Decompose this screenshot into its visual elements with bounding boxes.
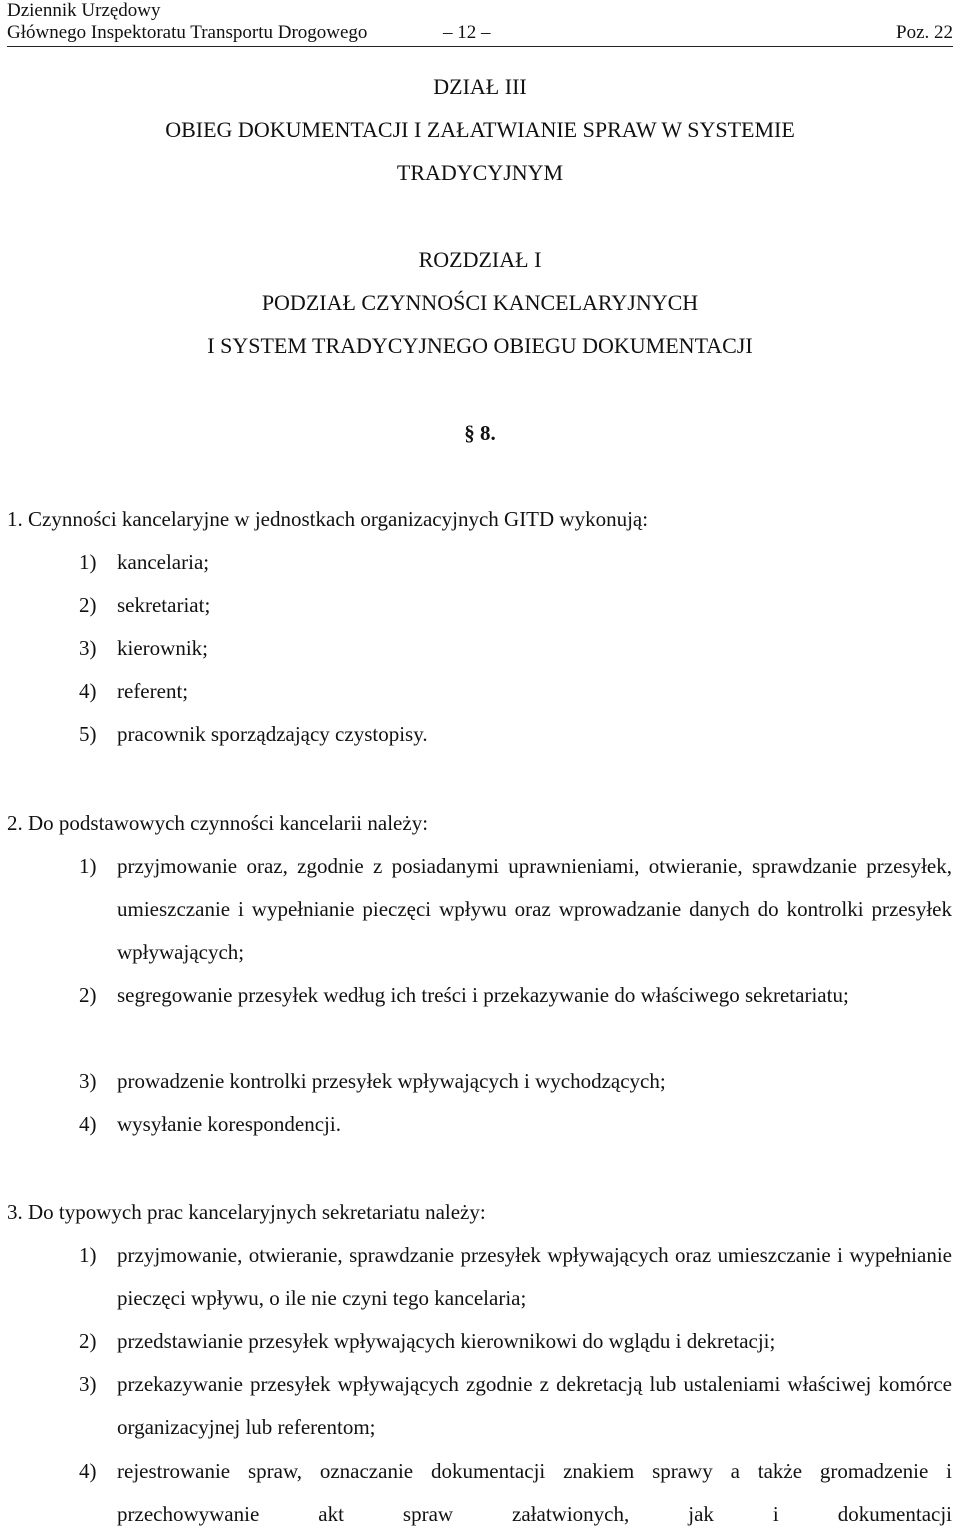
item-text: segregowanie przesyłek według ich treści i przekazywanie do właściwego sekretariatu; [117,983,849,1007]
division-label: DZIAŁ III [433,74,527,99]
item-text: przyjmowanie, otwieranie, sprawdzanie przesyłek wpływających oraz umieszczanie i wypełnianie pieczęci wpływu, o ile nie czyni tego kancelaria; [117,1243,952,1310]
item-text: pracownik sporządzający czystopisy. [117,722,428,746]
point-2-lead: 2. Do podstawowych czynności kancelarii należy: [7,811,429,835]
item-number: 5) [79,722,97,746]
item-text: przekazywanie przesyłek wpływających zgodnie z dekretacją lub ustaleniami właściwej komórce organizacyjnej lub referentom; [117,1372,952,1439]
division-title-line1: OBIEG DOKUMENTACJI I ZAŁATWIANIE SPRAW W SYSTEMIE [165,117,795,142]
issuer-name: Głównego Inspektoratu Transportu Drogowego [7,22,368,43]
item-number: 3) [79,1372,97,1396]
item-text: przedstawianie przesyłek wpływających kierownikowi do wglądu i dekretacji; [117,1329,776,1353]
chapter-title-line2: I SYSTEM TRADYCYJNEGO OBIEGU DOKUMENTACJI [207,333,753,358]
journal-title: Dziennik Urzędowy [7,0,161,21]
item-number: 2) [79,1329,97,1353]
item-number: 1) [79,1243,97,1267]
page-number: – 12 – [443,22,491,43]
item-text: kierownik; [117,636,208,660]
chapter-title-line1: PODZIAŁ CZYNNOŚCI KANCELARYJNYCH [261,290,699,315]
item-text: referent; [117,679,189,703]
item-text: prowadzenie kontrolki przesyłek wpływających i wychodzących; [117,1069,666,1093]
item-text: przyjmowanie oraz, zgodnie z posiadanymi uprawnieniami, otwieranie, sprawdzanie przesyłek, umieszczanie i wypełnianie pieczęci wpływu oraz wprowadzanie danych do kontrolki przesyłek wpływających; [117,854,952,964]
point-1-lead: 1. Czynności kancelaryjne w jednostkach organizacyjnych GITD wykonują: [7,507,649,531]
item-text: sekretariat; [117,593,211,617]
item-number: 4) [79,1459,97,1483]
item-number: 1) [79,550,97,574]
chapter-label: ROZDZIAŁ I [418,247,542,272]
item-number: 2) [79,983,97,1007]
item-number: 4) [79,1112,97,1136]
position-number: Poz. 22 [896,22,953,43]
section-sign: § 8. [464,421,496,445]
item-number: 3) [79,1069,97,1093]
item-number: 3) [79,636,97,660]
division-title-line2: TRADYCYJNYM [396,160,564,185]
header-line [7,22,953,47]
item-number: 2) [79,593,97,617]
point-3-lead: 3. Do typowych prac kancelaryjnych sekretariatu należy: [7,1200,486,1224]
item-text: kancelaria; [117,550,210,574]
item-number: 1) [79,854,97,878]
item-number: 4) [79,679,97,703]
item-text: wysyłanie korespondencji. [117,1112,341,1136]
item-text: rejestrowanie spraw, oznaczanie dokumentacji znakiem sprawy a także gromadzenie i przechowywanie akt spraw załatwionych, jak i dokumentacji [117,1459,952,1526]
